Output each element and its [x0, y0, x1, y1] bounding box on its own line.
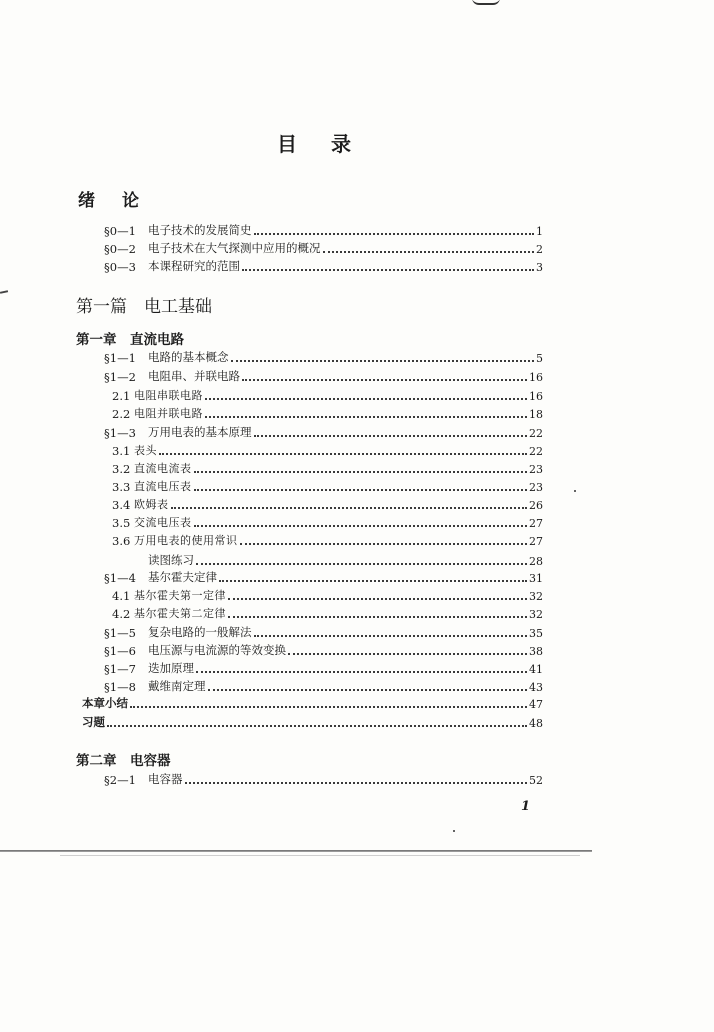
dot-leader [242, 379, 527, 381]
dot-leader [194, 471, 528, 473]
dot-leader [130, 706, 527, 708]
entry-title: 基尔霍夫第二定律 [134, 607, 226, 620]
entry-label: 3.3 [112, 480, 131, 494]
entry-page: 48 [529, 717, 543, 730]
entry-title: 电路的基本概念 [148, 350, 229, 364]
toc-entry [112, 442, 543, 458]
toc-entry [104, 349, 543, 365]
entry-title: 电子技术在大气探测中应用的概况 [148, 241, 321, 255]
page-number: 1 [521, 799, 531, 814]
scan-mark [0, 290, 8, 294]
entry-label: 3.6 [112, 534, 131, 548]
entry-page: 23 [529, 463, 543, 476]
entry-label: §0—3 [104, 260, 136, 274]
scan-speck [574, 490, 576, 492]
part-heading: 第一篇 电工基础 [76, 297, 212, 317]
toc-entry [82, 695, 543, 711]
dot-leader [208, 689, 528, 691]
entry-page: 26 [529, 499, 543, 512]
dot-leader [185, 782, 528, 784]
toc-entry [112, 532, 543, 548]
entry-title: 复杂电路的一般解法 [148, 625, 252, 639]
toc-entry [112, 605, 543, 621]
entry-label: §1—2 [104, 370, 136, 384]
entry-page: 1 [536, 225, 543, 238]
entry-title: 基尔霍夫定律 [148, 570, 217, 584]
entry-title: 本课程研究的范围 [148, 259, 240, 273]
entry-page: 38 [529, 645, 543, 658]
chapter-heading: 第二章 电容器 [76, 753, 171, 769]
entry-page: 32 [529, 608, 543, 621]
dot-leader [205, 398, 527, 400]
toc-entry [112, 587, 543, 603]
entry-title: 电阻串联电路 [134, 389, 203, 402]
entry-title: 万用电表的基本原理 [148, 425, 252, 439]
dot-leader [194, 525, 528, 527]
entry-title: 电压源与电流源的等效变换 [148, 643, 286, 657]
scan-speck [453, 830, 455, 832]
entry-label: §2—1 [104, 773, 136, 787]
entry-page: 28 [529, 555, 543, 568]
entry-title: 读图练习 [148, 553, 194, 567]
dot-leader [196, 671, 527, 673]
toc-entry [104, 368, 543, 384]
entry-title: 习题 [82, 715, 105, 729]
dot-leader [219, 580, 527, 582]
entry-label: §1—1 [104, 351, 136, 365]
toc-entry [112, 405, 543, 421]
entry-title: 戴维南定理 [148, 679, 206, 693]
toc-entry [112, 478, 543, 494]
entry-title: 迭加原理 [148, 661, 194, 675]
dot-leader [254, 233, 535, 235]
dot-leader [242, 269, 534, 271]
entry-title: 本章小结 [82, 696, 128, 710]
dot-leader [288, 653, 527, 655]
entry-page: 16 [529, 371, 543, 384]
dot-leader [231, 360, 535, 362]
toc-entry [104, 771, 543, 787]
entry-label: §0—1 [104, 224, 136, 238]
entry-page: 23 [529, 481, 543, 494]
page-edge-line [0, 850, 592, 852]
entry-page: 3 [536, 261, 543, 274]
toc-entry [104, 624, 543, 640]
dot-leader [254, 635, 528, 637]
entry-label: §1—3 [104, 426, 136, 440]
dot-leader [254, 435, 528, 437]
entry-title: 电子技术的发展简史 [148, 223, 252, 237]
entry-label: 3.4 [112, 498, 131, 512]
entry-label: 4.1 [112, 589, 131, 603]
dot-leader [171, 507, 528, 509]
toc-entry [104, 240, 543, 256]
entry-page: 41 [529, 663, 543, 676]
entry-label: §1—4 [104, 571, 136, 585]
entry-label: 2.1 [112, 389, 131, 403]
toc-entry [112, 496, 543, 512]
toc-entry [104, 660, 543, 676]
entry-title: 直流电流表 [134, 462, 192, 475]
toc-entry [112, 514, 543, 530]
entry-label: §1—5 [104, 626, 136, 640]
entry-title: 基尔霍夫第一定律 [134, 589, 226, 602]
entry-page: 27 [529, 535, 543, 548]
entry-label: 2.2 [112, 407, 131, 421]
entry-page: 5 [536, 352, 543, 365]
toc-entry [82, 714, 543, 730]
entry-title: 直流电压表 [134, 480, 192, 493]
entry-page: 52 [529, 774, 543, 787]
entry-label: 3.5 [112, 516, 131, 530]
toc-entry [104, 642, 543, 658]
entry-label: 3.1 [112, 444, 131, 458]
toc-entry [112, 387, 543, 403]
toc-entry [112, 460, 543, 476]
dot-leader [323, 251, 535, 253]
entry-title: 表头 [134, 444, 157, 457]
entry-title: 万用电表的使用常识 [134, 534, 238, 547]
dot-leader [240, 543, 528, 545]
chapter-heading: 第一章 直流电路 [76, 332, 184, 348]
entry-page: 22 [529, 427, 543, 440]
toc-entry [104, 569, 543, 585]
dot-leader [194, 489, 528, 491]
entry-title: 交流电压表 [134, 516, 192, 529]
entry-label: §1—6 [104, 644, 136, 658]
entry-label: 3.2 [112, 462, 131, 476]
entry-page: 35 [529, 627, 543, 640]
entry-title: 电阻并联电路 [134, 407, 203, 420]
entry-page: 47 [529, 698, 543, 711]
page-title: 目 录 [277, 132, 358, 156]
toc-entry [104, 258, 543, 274]
dot-leader [107, 725, 527, 727]
entry-page: 18 [529, 408, 543, 421]
page-edge-line [60, 855, 580, 856]
dot-leader [228, 616, 527, 618]
dot-leader [159, 453, 527, 455]
entry-page: 43 [529, 681, 543, 694]
entry-page: 32 [529, 590, 543, 603]
toc-entry [104, 424, 543, 440]
entry-page: 2 [536, 243, 543, 256]
toc-entry [104, 678, 543, 694]
scan-mark [472, 0, 500, 5]
entry-label: §1—8 [104, 680, 136, 694]
dot-leader [196, 563, 527, 565]
dot-leader [205, 416, 527, 418]
entry-page: 22 [529, 445, 543, 458]
intro-heading: 绪 论 [78, 191, 144, 211]
entry-label: §1—7 [104, 662, 136, 676]
entry-label: 4.2 [112, 607, 131, 621]
entry-label: §0—2 [104, 242, 136, 256]
entry-page: 16 [529, 390, 543, 403]
entry-title: 电阻串、并联电路 [148, 369, 240, 383]
toc-entry [104, 222, 543, 238]
entry-page: 27 [529, 517, 543, 530]
entry-page: 31 [529, 572, 543, 585]
entry-title: 电容器 [148, 772, 183, 786]
dot-leader [228, 598, 527, 600]
entry-title: 欧姆表 [134, 498, 169, 511]
toc-entry [148, 552, 543, 568]
